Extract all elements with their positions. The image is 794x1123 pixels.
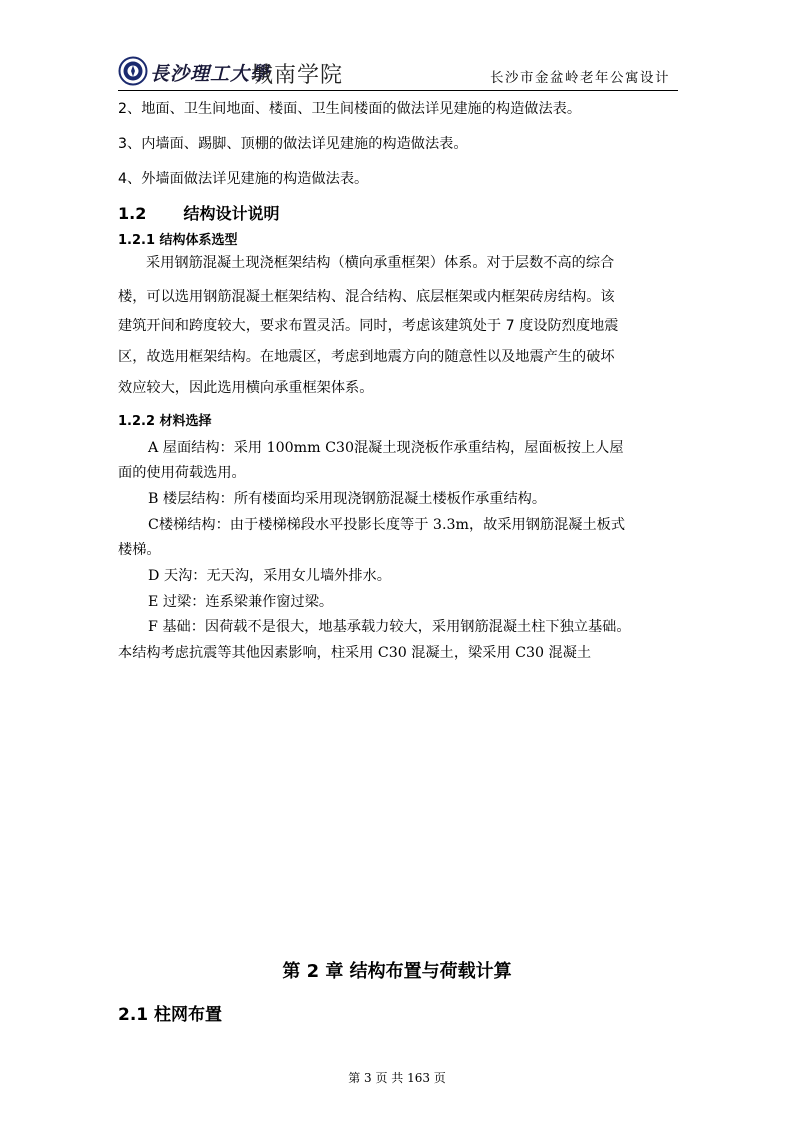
university-logo-text: 長沙理工大學 — [150, 63, 271, 85]
paragraph-line: 效应较大，因此选用横向承重框架体系。 — [118, 380, 374, 396]
list-item: 3、内墙面、踢脚、顶棚的做法详见建施的构造做法表。 — [118, 136, 468, 152]
paragraph-line: E 过梁：连系梁兼作窗过梁。 — [148, 594, 334, 610]
section-heading: 2.1 柱网布置 — [118, 1005, 223, 1025]
paragraph-line: 面的使用荷载选用。 — [118, 465, 246, 481]
section-title: 结构设计说明 — [183, 204, 280, 223]
list-item: 2、地面、卫生间地面、楼面、卫生间楼面的做法详见建施的构造做法表。 — [118, 101, 582, 117]
paragraph-line: 采用钢筋混凝土现浇框架结构（横向承重框架）体系。对于层数不高的综合 — [146, 255, 615, 271]
header-divider — [118, 90, 678, 91]
paragraph-line: 楼，可以选用钢筋混凝土框架结构、混合结构、底层框架或内框架砖房结构。该 — [118, 289, 615, 305]
paragraph-line: B 楼层结构：所有楼面均采用现浇钢筋混凝土楼板作承重结构。 — [148, 491, 547, 507]
section-number: 1.2 — [118, 204, 147, 223]
subsection-heading: 1.2.2 材料选择 — [118, 414, 212, 429]
page-header — [118, 50, 678, 92]
chapter-title: 第 2 章 结构布置与荷载计算 — [282, 961, 512, 982]
list-item: 4、外墙面做法详见建施的构造做法表。 — [118, 171, 369, 187]
paragraph-line: C楼梯结构：由于楼梯梯段水平投影长度等于 3.3m，故采用钢筋混凝土板式 — [148, 517, 626, 533]
paragraph-line: 楼梯。 — [118, 542, 161, 558]
college-name: 城南学院 — [251, 63, 344, 88]
paragraph-line: F 基础：因荷载不是很大，地基承载力较大，采用钢筋混凝土柱下独立基础。 — [148, 619, 631, 635]
subsection-heading: 1.2.1 结构体系选型 — [118, 233, 238, 248]
university-emblem-icon — [118, 56, 148, 86]
section-heading — [118, 201, 280, 224]
paragraph-line: D 天沟：无天沟，采用女儿墙外排水。 — [148, 568, 391, 584]
page-number: 第 3 页 共 163 页 — [348, 1071, 446, 1085]
paragraph-line: A 屋面结构：采用 100mm C30混凝土现浇板作承重结构，屋面板按上人屋 — [148, 440, 624, 456]
paragraph-line: 建筑开间和跨度较大，要求布置灵活。同时，考虑该建筑处于 7 度设防烈度地震 — [118, 318, 619, 334]
paragraph-line: 区，故选用框架结构。在地震区，考虑到地震方向的随意性以及地震产生的破坏 — [118, 349, 615, 365]
paragraph-line: 本结构考虑抗震等其他因素影响，柱采用 C30 混凝土，梁采用 C30 混凝土 — [118, 645, 592, 661]
document-title: 长沙市金盆岭老年公寓设计 — [490, 70, 670, 86]
